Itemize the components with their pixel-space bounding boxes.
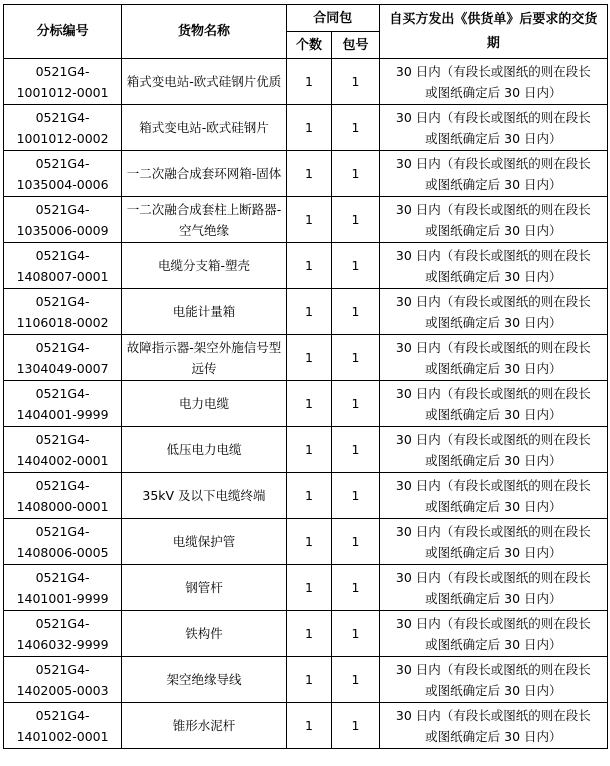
code-line-1: 0521G4- (35, 247, 90, 263)
cell-goods-name: 架空绝缘导线 (122, 657, 287, 703)
term-line-2: 或图纸确定后 30 日内） (425, 544, 562, 560)
cell-code (4, 59, 122, 105)
code-line-2: 1408007-0001 (16, 268, 109, 284)
header-delivery-term: 自买方发出《供货单》后要求的交货期 (379, 5, 607, 59)
code-line-2: 1001012-0002 (16, 130, 109, 146)
term-line-2: 或图纸确定后 30 日内） (425, 84, 562, 100)
term-line-1: 30 日内（有段长或图纸的则在段长 (395, 661, 591, 677)
cell-count: 1 (286, 703, 331, 749)
cell-goods-name: 钢管杆 (122, 565, 287, 611)
cell-code (4, 381, 122, 427)
term-line-1: 30 日内（有段长或图纸的则在段长 (395, 707, 591, 723)
code-line-2: 1001012-0001 (16, 84, 109, 100)
cell-count: 1 (286, 59, 331, 105)
header-code: 分标编号 (4, 5, 122, 59)
cell-code (4, 473, 122, 519)
cell-count: 1 (286, 197, 331, 243)
cell-count: 1 (286, 565, 331, 611)
table-row (4, 565, 608, 611)
cell-code (4, 519, 122, 565)
code-line-1: 0521G4- (35, 201, 90, 217)
cell-goods-name: 箱式变电站-欧式硅钢片 (122, 105, 287, 151)
table-row (4, 427, 608, 473)
cell-count: 1 (286, 473, 331, 519)
code-line-1: 0521G4- (35, 431, 90, 447)
cell-package-no: 1 (332, 565, 379, 611)
cell-goods-name: 锥形水泥杆 (122, 703, 287, 749)
cell-delivery-term (379, 197, 607, 243)
code-line-2: 1401001-9999 (16, 590, 109, 606)
code-line-1: 0521G4- (35, 385, 90, 401)
cell-package-no: 1 (332, 59, 379, 105)
term-line-2: 或图纸确定后 30 日内） (425, 268, 562, 284)
cell-delivery-term (379, 427, 607, 473)
cell-delivery-term (379, 473, 607, 519)
term-line-1: 30 日内（有段长或图纸的则在段长 (395, 109, 591, 125)
header-package-no: 包号 (332, 32, 379, 59)
cell-package-no: 1 (332, 427, 379, 473)
term-line-1: 30 日内（有段长或图纸的则在段长 (395, 385, 591, 401)
cell-code (4, 427, 122, 473)
cell-package-no: 1 (332, 703, 379, 749)
cell-package-no: 1 (332, 519, 379, 565)
table-row (4, 611, 608, 657)
table-row (4, 657, 608, 703)
term-line-1: 30 日内（有段长或图纸的则在段长 (395, 615, 591, 631)
code-line-1: 0521G4- (35, 339, 90, 355)
term-line-2: 或图纸确定后 30 日内） (425, 130, 562, 146)
code-line-1: 0521G4- (35, 615, 90, 631)
term-line-2: 或图纸确定后 30 日内） (425, 682, 562, 698)
code-line-2: 1408006-0005 (16, 544, 109, 560)
cell-count: 1 (286, 519, 331, 565)
term-line-1: 30 日内（有段长或图纸的则在段长 (395, 523, 591, 539)
term-line-1: 30 日内（有段长或图纸的则在段长 (395, 569, 591, 585)
code-line-2: 1106018-0002 (16, 314, 109, 330)
code-line-1: 0521G4- (35, 569, 90, 585)
cell-package-no: 1 (332, 289, 379, 335)
code-line-1: 0521G4- (35, 109, 90, 125)
cell-code (4, 243, 122, 289)
table-row (4, 335, 608, 381)
cell-goods-name: 35kV 及以下电缆终端 (122, 473, 287, 519)
cell-code (4, 565, 122, 611)
table-row (4, 473, 608, 519)
cell-goods-name: 铁构件 (122, 611, 287, 657)
code-line-2: 1408000-0001 (16, 498, 109, 514)
cell-goods-name: 一二次融合成套环网箱-固体 (122, 151, 287, 197)
cell-delivery-term (379, 59, 607, 105)
table-row (4, 197, 608, 243)
cell-goods-name: 电缆保护管 (122, 519, 287, 565)
cell-package-no: 1 (332, 381, 379, 427)
cell-delivery-term (379, 243, 607, 289)
code-line-2: 1304049-0007 (16, 360, 109, 376)
code-line-2: 1035004-0006 (16, 176, 109, 192)
cell-delivery-term (379, 657, 607, 703)
cell-code (4, 105, 122, 151)
term-line-2: 或图纸确定后 30 日内） (425, 314, 562, 330)
cell-count: 1 (286, 105, 331, 151)
table-row (4, 519, 608, 565)
term-line-1: 30 日内（有段长或图纸的则在段长 (395, 339, 591, 355)
code-line-1: 0521G4- (35, 707, 90, 723)
delivery-table (3, 4, 608, 749)
cell-count: 1 (286, 335, 331, 381)
cell-delivery-term (379, 151, 607, 197)
cell-package-no: 1 (332, 151, 379, 197)
cell-count: 1 (286, 611, 331, 657)
cell-count: 1 (286, 151, 331, 197)
term-line-2: 或图纸确定后 30 日内） (425, 590, 562, 606)
cell-delivery-term (379, 335, 607, 381)
cell-code (4, 151, 122, 197)
code-line-1: 0521G4- (35, 661, 90, 677)
table-row (4, 289, 608, 335)
cell-code (4, 657, 122, 703)
code-line-2: 1404001-9999 (16, 406, 109, 422)
term-line-1: 30 日内（有段长或图纸的则在段长 (395, 201, 591, 217)
code-line-2: 1404002-0001 (16, 452, 109, 468)
cell-delivery-term (379, 519, 607, 565)
term-line-1: 30 日内（有段长或图纸的则在段长 (395, 155, 591, 171)
code-line-1: 0521G4- (35, 63, 90, 79)
term-line-2: 或图纸确定后 30 日内） (425, 452, 562, 468)
cell-delivery-term (379, 565, 607, 611)
term-line-1: 30 日内（有段长或图纸的则在段长 (395, 293, 591, 309)
cell-package-no: 1 (332, 243, 379, 289)
code-line-2: 1401002-0001 (16, 728, 109, 744)
cell-delivery-term (379, 703, 607, 749)
cell-package-no: 1 (332, 657, 379, 703)
code-line-1: 0521G4- (35, 477, 90, 493)
term-line-1: 30 日内（有段长或图纸的则在段长 (395, 247, 591, 263)
cell-package-no: 1 (332, 335, 379, 381)
cell-code (4, 197, 122, 243)
cell-code (4, 611, 122, 657)
term-line-2: 或图纸确定后 30 日内） (425, 406, 562, 422)
header-contract-package: 合同包 (286, 5, 379, 32)
term-line-2: 或图纸确定后 30 日内） (425, 498, 562, 514)
cell-package-no: 1 (332, 197, 379, 243)
term-line-2: 或图纸确定后 30 日内） (425, 176, 562, 192)
cell-package-no: 1 (332, 473, 379, 519)
cell-code (4, 703, 122, 749)
term-line-2: 或图纸确定后 30 日内） (425, 728, 562, 744)
table-row (4, 151, 608, 197)
cell-count: 1 (286, 289, 331, 335)
cell-delivery-term (379, 381, 607, 427)
cell-code (4, 335, 122, 381)
cell-package-no: 1 (332, 105, 379, 151)
cell-goods-name: 故障指示器-架空外施信号型远传 (122, 335, 287, 381)
table-row (4, 381, 608, 427)
term-line-2: 或图纸确定后 30 日内） (425, 360, 562, 376)
cell-package-no: 1 (332, 611, 379, 657)
term-line-1: 30 日内（有段长或图纸的则在段长 (395, 63, 591, 79)
term-line-1: 30 日内（有段长或图纸的则在段长 (395, 477, 591, 493)
cell-goods-name: 电力电缆 (122, 381, 287, 427)
table-row (4, 243, 608, 289)
term-line-1: 30 日内（有段长或图纸的则在段长 (395, 431, 591, 447)
table-row (4, 105, 608, 151)
cell-count: 1 (286, 381, 331, 427)
header-name: 货物名称 (122, 5, 287, 59)
cell-goods-name: 一二次融合成套柱上断路器-空气绝缘 (122, 197, 287, 243)
cell-goods-name: 低压电力电缆 (122, 427, 287, 473)
term-line-2: 或图纸确定后 30 日内） (425, 636, 562, 652)
cell-count: 1 (286, 657, 331, 703)
cell-code (4, 289, 122, 335)
cell-delivery-term (379, 611, 607, 657)
code-line-2: 1402005-0003 (16, 682, 109, 698)
table-row (4, 59, 608, 105)
cell-goods-name: 电能计量箱 (122, 289, 287, 335)
code-line-1: 0521G4- (35, 155, 90, 171)
code-line-2: 1406032-9999 (16, 636, 109, 652)
cell-delivery-term (379, 105, 607, 151)
term-line-2: 或图纸确定后 30 日内） (425, 222, 562, 238)
code-line-1: 0521G4- (35, 523, 90, 539)
cell-count: 1 (286, 243, 331, 289)
code-line-1: 0521G4- (35, 293, 90, 309)
cell-delivery-term (379, 289, 607, 335)
cell-count: 1 (286, 427, 331, 473)
table-row (4, 703, 608, 749)
code-line-2: 1035006-0009 (16, 222, 109, 238)
header-count: 个数 (286, 32, 331, 59)
cell-goods-name: 箱式变电站-欧式硅钢片优质 (122, 59, 287, 105)
cell-goods-name: 电缆分支箱-塑壳 (122, 243, 287, 289)
